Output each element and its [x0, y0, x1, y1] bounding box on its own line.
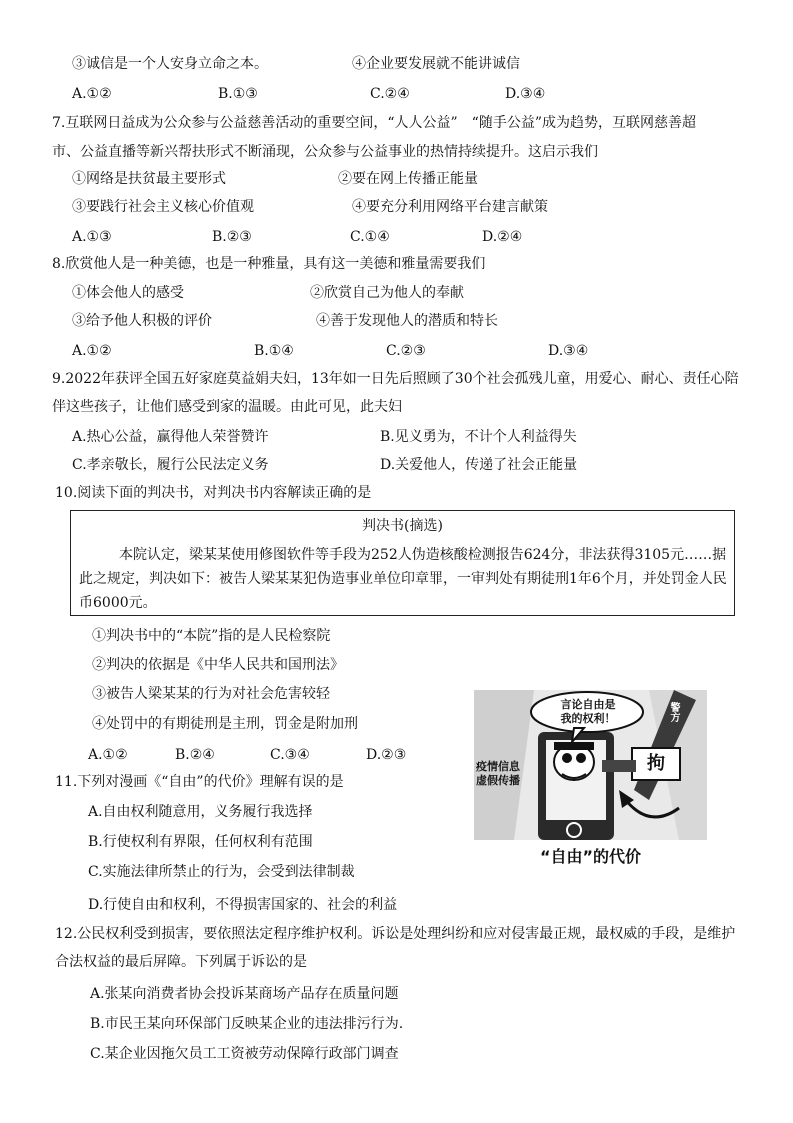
q8-stem: 8.欣赏他人是一种美德，也是一种雅量，具有这一美德和雅量需要我们: [52, 256, 486, 272]
q10-option-c: C.③④: [270, 747, 310, 763]
q12-stem-line1: 12.公民权利受到损害，要依照法定程序维护权利。诉讼是处理纠纷和应对侵害最正规，最权威的手段，是维护: [55, 926, 736, 942]
q7-statement-2: ②要在网上传播正能量: [338, 171, 478, 187]
q8-option-d: D.③④: [548, 343, 589, 359]
q7-option-b: B.②③: [212, 229, 252, 245]
cartoon-police-label: 警方: [668, 702, 679, 722]
cartoon-side-text: [476, 760, 540, 788]
q9-option-b: B.见义勇为，不计个人利益得失: [380, 429, 577, 445]
q10-statement-4: ④处罚中的有期徒刑是主刑，罚金是附加刑: [92, 716, 358, 732]
q10-statement-1: ①判决书中的“本院”指的是人民检察院: [92, 628, 331, 644]
q6-statement-4: ④企业要发展就不能讲诚信: [352, 56, 520, 72]
q12-stem-line2: 合法权益的最后屏障。下列属于诉讼的是: [55, 954, 307, 970]
q6-option-a: A.①②: [72, 86, 112, 102]
q9-option-d: D.关爱他人，传递了社会正能量: [380, 457, 578, 473]
q7-statement-1: ①网络是扶贫最主要形式: [72, 171, 226, 187]
cartoon-caption: “自由”的代价: [539, 847, 642, 866]
q11-option-c: C.实施法律所禁止的行为，会受到法律制裁: [88, 864, 355, 880]
cartoon-bubble-line2: 我的权利！: [560, 712, 616, 725]
q10-statement-3: ③被告人梁某某的行为对社会危害较轻: [92, 686, 330, 702]
q8-option-b: B.①④: [254, 343, 294, 359]
q10-option-d: D.②③: [366, 747, 407, 763]
q8-statement-3: ③给予他人积极的评价: [72, 313, 212, 329]
q11-option-b: B.行使权利有界限，任何权利有范围: [88, 834, 313, 850]
q6-option-d: D.③④: [505, 86, 546, 102]
q8-statement-1: ①体会他人的感受: [72, 285, 184, 301]
q6-statement-3: ③诚信是一个人安身立命之本。: [72, 56, 268, 72]
q8-option-c: C.②③: [386, 343, 426, 359]
cartoon-side-line2: 虚假传播: [476, 774, 520, 787]
q7-option-d: D.②④: [482, 229, 523, 245]
cartoon-bubble: [550, 698, 626, 726]
cartoon-bubble-line1: 言论自由是: [560, 698, 616, 711]
cartoon-freedom-price: [474, 690, 707, 875]
q6-option-c: C.②④: [370, 86, 410, 102]
cartoon-stamp: 拘: [647, 753, 665, 774]
judgment-title: 判决书(摘选): [362, 518, 443, 534]
q7-statement-3: ③要践行社会主义核心价值观: [72, 199, 254, 215]
q8-option-a: A.①②: [72, 343, 112, 359]
q6-option-b: B.①③: [218, 86, 258, 102]
q9-option-c: C.孝亲敬长，履行公民法定义务: [72, 457, 269, 473]
q10-stem: 10.阅读下面的判决书，对判决书内容解读正确的是: [55, 485, 372, 501]
q7-option-a: A.①③: [72, 229, 112, 245]
q12-option-a: A.张某向消费者协会投诉某商场产品存在质量问题: [90, 986, 399, 1002]
q11-option-a: A.自由权利随意用，义务履行我选择: [88, 804, 313, 820]
q7-option-c: C.①④: [350, 229, 390, 245]
q11-option-d: D.行使自由和权利，不得损害国家的、社会的利益: [88, 897, 398, 913]
q8-statement-2: ②欣赏自己为他人的奉献: [310, 285, 464, 301]
q9-option-a: A.热心公益，赢得他人荣誉赞许: [72, 429, 269, 445]
q8-statement-4: ④善于发现他人的潜质和特长: [316, 313, 498, 329]
q9-stem-line1: 9.2022年获评全国五好家庭莫益娟夫妇，13年如一日先后照顾了30个社会孤残儿童，用爱心、耐心、责任心陪: [52, 371, 739, 387]
q12-option-c: C.某企业因拖欠员工工资被劳动保障行政部门调查: [90, 1046, 399, 1062]
q9-stem-line2: 伴这些孩子，让他们感受到家的温暖。由此可见，此夫妇: [52, 399, 402, 415]
q11-stem: 11.下列对漫画《“自由”的代价》理解有误的是: [55, 774, 344, 790]
q7-statement-4: ④要充分利用网络平台建言献策: [352, 199, 548, 215]
q7-stem-line2: 市、公益直播等新兴帮扶形式不断涌现，公众参与公益事业的热情持续提升。这启示我们: [52, 144, 598, 160]
q10-statement-2: ②判决的依据是《中华人民共和国刑法》: [92, 657, 344, 673]
q7-stem-line1: 7.互联网日益成为公众参与公益慈善活动的重要空间，“人人公益” “随手公益”成为趋势，互联网慈善超: [52, 115, 696, 131]
q12-option-b: B.市民王某向环保部门反映某企业的违法排污行为.: [90, 1016, 404, 1032]
cartoon-side-line1: 疫情信息: [476, 760, 520, 773]
q10-option-b: B.②④: [175, 747, 215, 763]
judgment-box: [70, 510, 735, 616]
judgment-text: 本院认定，梁某某使用修图软件等手段为252人伪造核酸检测报告624分，非法获得3105元……据此之规定，判决如下：被告人梁某某犯伪造事业单位印章罪，一审判处有期徒刑1年6个月，并处罚金人民币6000元。: [79, 547, 727, 611]
q10-option-a: A.①②: [88, 747, 128, 763]
